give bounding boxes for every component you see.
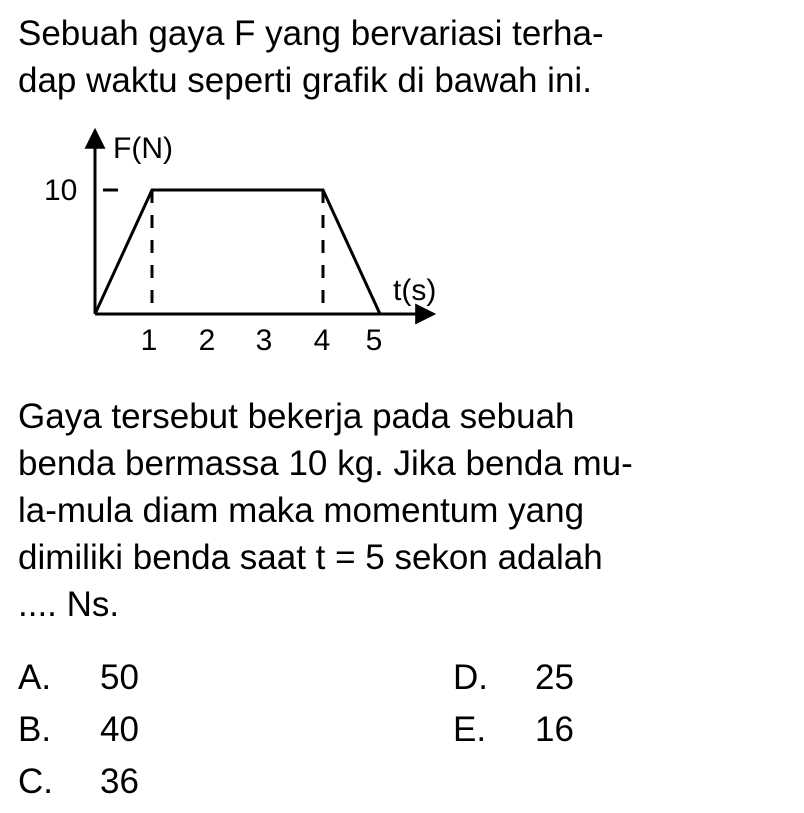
- x-tick-label-1: 1: [140, 324, 158, 357]
- question-line-2: benda bermassa 10 kg. Jika benda mu-: [18, 444, 633, 483]
- option-a-letter: A.: [18, 658, 52, 697]
- option-d-value: 25: [535, 658, 574, 697]
- option-d-letter: D.: [453, 658, 488, 697]
- x-tick-label-4: 4: [313, 324, 331, 357]
- problem-intro: [18, 10, 784, 104]
- question-line-5: .... Ns.: [18, 585, 120, 624]
- option-e[interactable]: [453, 710, 574, 750]
- option-b[interactable]: [18, 710, 139, 750]
- intro-line-2: dap waktu seperti grafik di bawah ini.: [18, 61, 592, 100]
- intro-line-1: Sebuah gaya F yang bervariasi terha-: [18, 14, 604, 53]
- x-axis-label: t(s): [393, 274, 437, 307]
- option-a-value: 50: [100, 658, 139, 697]
- option-b-value: 40: [100, 710, 139, 749]
- y-axis-label: F(N): [113, 132, 173, 165]
- y-tick-label-10: 10: [44, 174, 78, 207]
- option-d[interactable]: [453, 658, 574, 698]
- option-e-value: 16: [535, 710, 574, 749]
- question-line-1: Gaya tersebut bekerja pada sebuah: [18, 397, 575, 436]
- force-time-chart: [0, 118, 470, 368]
- x-tick-label-2: 2: [198, 324, 216, 357]
- dashed-guides: [152, 190, 323, 314]
- option-a[interactable]: [18, 658, 139, 698]
- force-series-line: [95, 190, 380, 314]
- x-tick-label-5: 5: [365, 324, 383, 357]
- option-c-letter: C.: [18, 762, 53, 801]
- question-line-3: la-mula diam maka momentum yang: [18, 491, 585, 530]
- x-tick-label-3: 3: [255, 324, 273, 357]
- option-c[interactable]: [18, 762, 139, 802]
- option-b-letter: B.: [18, 710, 52, 749]
- problem-question: [18, 393, 784, 628]
- question-line-4: dimiliki benda saat t = 5 sekon adalah: [18, 538, 603, 577]
- option-c-value: 36: [100, 762, 139, 801]
- option-e-letter: E.: [453, 710, 487, 749]
